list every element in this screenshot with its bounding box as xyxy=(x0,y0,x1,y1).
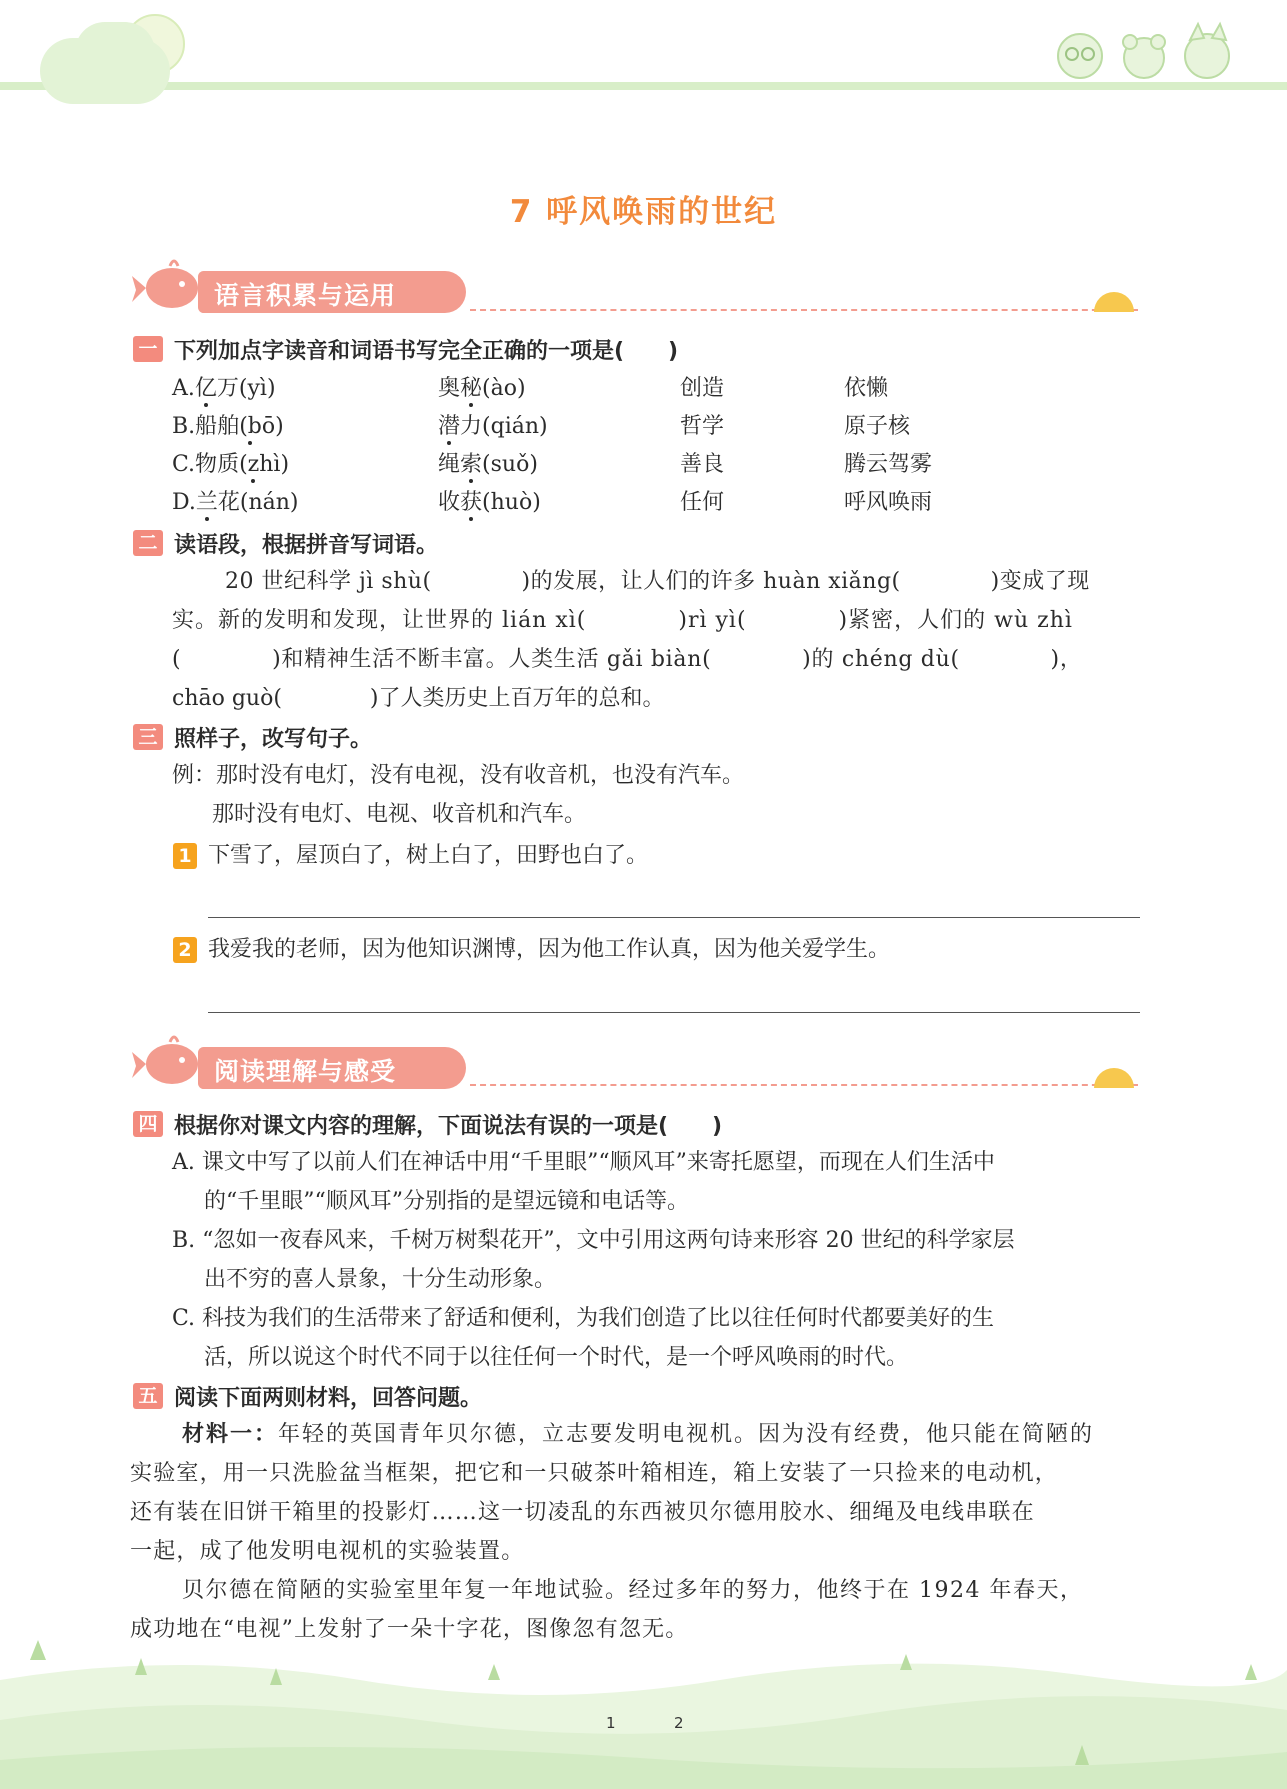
question-prompt: 照样子，改写句子。 xyxy=(174,727,373,752)
sub-question-text: 我爱我的老师，因为他知识渊博，因为他工作认真，因为他关爱学生。 xyxy=(208,937,891,962)
hills-illustration xyxy=(0,1640,1287,1789)
option-d-word2: 收获(huò) xyxy=(438,490,541,515)
option-b-cont: 出不穷的喜人景象，十分生动形象。 xyxy=(204,1267,557,1292)
fill-line[interactable]: 实。新的发明和发现，让世界的 lián xì( )rì yì( )紧密，人们的 wù zhì xyxy=(172,608,1073,633)
sunset-icon xyxy=(1094,1068,1134,1088)
option-c-word4: 腾云驾雾 xyxy=(844,452,933,477)
question-number: 一 xyxy=(133,336,163,362)
option-b[interactable]: B.船舶(bō) xyxy=(172,414,284,439)
material-line: 实验室，用一只洗脸盆当框架，把它和一只破茶叶箱相连，箱上安装了一只捡来的电动机， xyxy=(130,1461,1059,1486)
material-line: 成功地在“电视”上发射了一朵十字花，图像忽有忽无。 xyxy=(130,1617,689,1642)
question-number: 四 xyxy=(133,1111,163,1137)
option-b-word3: 哲学 xyxy=(680,414,725,439)
sunset-icon xyxy=(1094,292,1134,312)
option-a-word3: 创造 xyxy=(680,376,725,401)
section-title: 语言积累与运用 xyxy=(214,281,397,310)
section-divider xyxy=(470,1084,1138,1086)
animal-faces-icon xyxy=(1052,20,1242,82)
option-d[interactable]: D.兰花(nán) xyxy=(172,490,299,515)
option-a[interactable]: A. 课文中写了以前人们在神话中用“千里眼”“顺风耳”来寄托愿望，而现在人们生活中 xyxy=(172,1150,995,1175)
material-line: 贝尔德在简陋的实验室里年复一年地试验。经过多年的努力，他终于在 1924 年春天， xyxy=(182,1578,1084,1603)
option-c-word2: 绳索(suǒ) xyxy=(438,452,538,477)
option-b-word4: 原子核 xyxy=(844,414,911,439)
fill-line[interactable]: chāo guò( )了人类历史上百万年的总和。 xyxy=(172,686,665,711)
fill-line[interactable]: ( )和精神生活不断丰富。人类生活 gǎi biàn( )的 chéng dù( )， xyxy=(172,647,1083,672)
option-b[interactable]: B. “忽如一夜春风来，千树万树梨花开”，文中引用这两句诗来形容 20 世纪的科学家层 xyxy=(172,1228,1015,1253)
material-line: 一起，成了他发明电视机的实验装置。 xyxy=(130,1539,525,1564)
option-c[interactable]: C.物质(zhì) xyxy=(172,452,290,477)
sub-question-number: 2 xyxy=(173,937,197,963)
header-band xyxy=(0,82,1287,90)
answer-line[interactable] xyxy=(208,1012,1140,1013)
option-a-word4: 依懒 xyxy=(844,376,889,401)
material-line: 还有装在旧饼干箱里的投影灯……这一切凌乱的东西被贝尔德用胶水、细绳及电线串联在 xyxy=(130,1500,1035,1525)
question-prompt: 下列加点字读音和词语书写完全正确的一项是( ) xyxy=(174,339,679,364)
question-prompt: 阅读下面两则材料，回答问题。 xyxy=(174,1386,483,1411)
option-d-word4: 呼风唤雨 xyxy=(844,490,933,515)
question-number: 二 xyxy=(133,530,163,556)
lesson-title: 7 呼风唤雨的世纪 xyxy=(509,194,778,230)
section-title: 阅读理解与感受 xyxy=(214,1057,397,1086)
sub-question-number: 1 xyxy=(173,843,197,869)
option-c-word3: 善良 xyxy=(680,452,725,477)
example-sentence: 例：那时没有电灯，没有电视，没有收音机，也没有汽车。 xyxy=(172,763,745,788)
option-b-word2: 潜力(qián) xyxy=(438,414,548,439)
cloud-icon xyxy=(75,22,155,82)
question-prompt: 读语段，根据拼音写词语。 xyxy=(174,533,439,558)
whale-icon xyxy=(130,1032,200,1088)
material-paragraph: 材料一：年轻的英国青年贝尔德，立志要发明电视机。因为没有经费，他只能在简陋的 xyxy=(182,1422,1095,1447)
fill-line[interactable]: 20 世纪科学 jì shù( )的发展，让人们的许多 huàn xiǎng( )变成了现 xyxy=(225,569,1090,594)
whale-icon xyxy=(130,256,200,312)
page-number-left: 1 xyxy=(606,1714,616,1732)
page-number-right: 2 xyxy=(674,1714,684,1732)
answer-line[interactable] xyxy=(208,917,1140,918)
option-d-word3: 任何 xyxy=(680,490,725,515)
example-answer: 那时没有电灯、电视、收音机和汽车。 xyxy=(212,802,587,827)
option-a-cont: 的“千里眼”“顺风耳”分别指的是望远镜和电话等。 xyxy=(204,1189,689,1214)
question-number: 三 xyxy=(133,724,163,750)
sub-question-text: 下雪了，屋顶白了，树上白了，田野也白了。 xyxy=(208,843,649,868)
question-number: 五 xyxy=(133,1383,163,1409)
material-label: 材料一： xyxy=(182,1422,279,1447)
option-c-cont: 活，所以说这个时代不同于以往任何一个时代，是一个呼风唤雨的时代。 xyxy=(204,1345,909,1370)
option-c[interactable]: C. 科技为我们的生活带来了舒适和便利，为我们创造了比以往任何时代都要美好的生 xyxy=(172,1306,995,1331)
option-a-word2: 奥秘(ào) xyxy=(438,376,526,401)
question-prompt: 根据你对课文内容的理解，下面说法有误的一项是( ) xyxy=(174,1114,723,1139)
section-divider xyxy=(470,309,1138,311)
option-a[interactable]: A.亿万(yì) xyxy=(172,376,276,401)
